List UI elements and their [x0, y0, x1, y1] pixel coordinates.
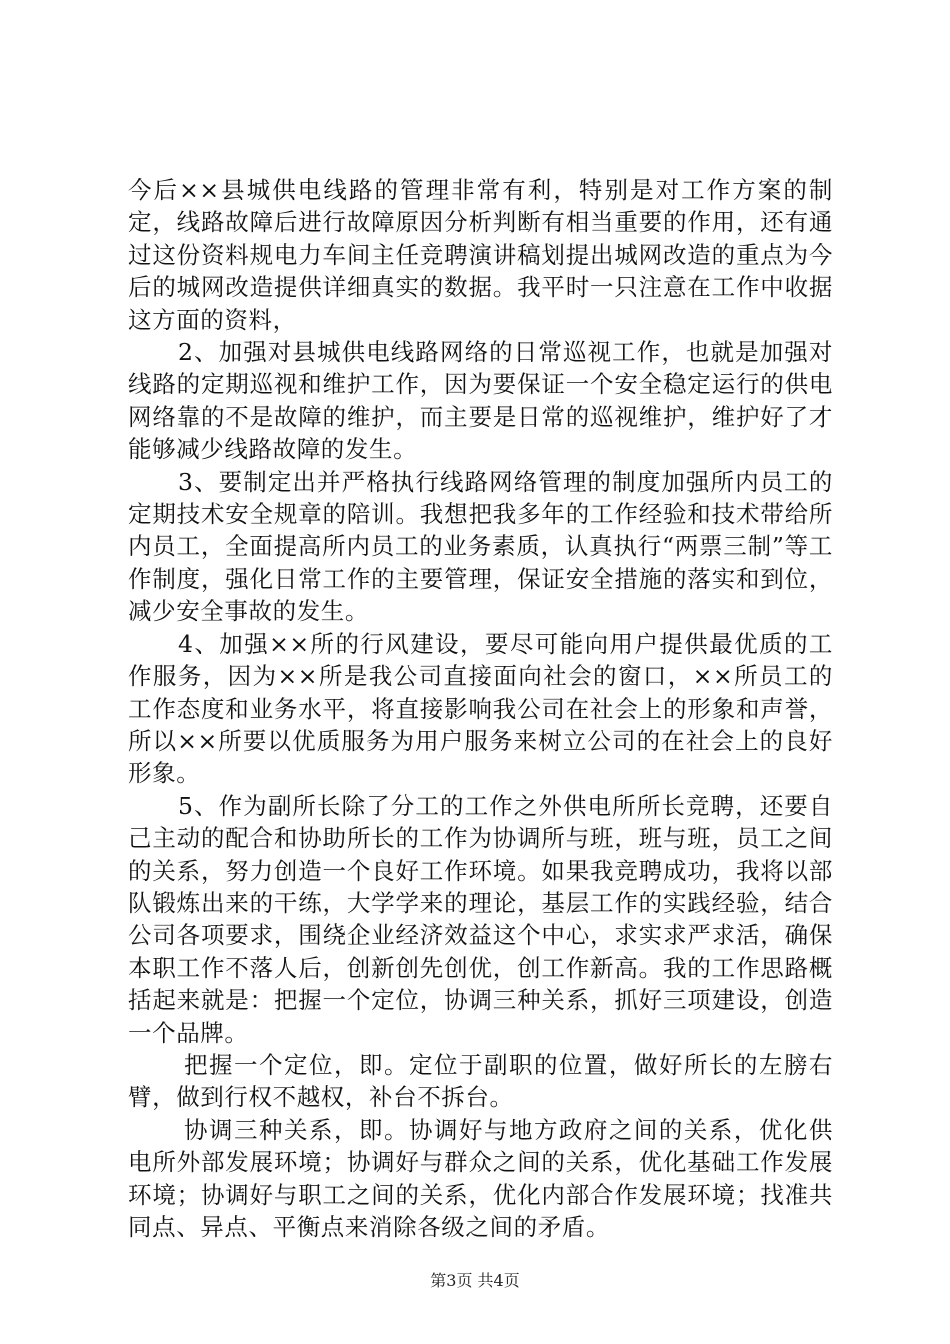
paragraph-item-2: 2、加强对县城供电线路网络的日常巡视工作，也就是加强对线路的定期巡视和维护工作，因为要保证一个安全稳定运行的供电网络靠的不是故障的维护，而主要是日常的巡视维护，维护好了才能够减少线路故障的发生。 — [128, 338, 833, 464]
paragraph-positioning: 把握一个定位，即。定位于副职的位置，做好所长的左膀右臂，做到行权不越权，补台不拆台。 — [128, 1050, 833, 1112]
paragraph-continuation: 今后××县城供电线路的管理非常有利，特别是对工作方案的制定，线路故障后进行故障原因分析判断有相当重要的作用，还有通过这份资料规电力车间主任竞聘演讲稿划提出城网改造的重点为今后的城网改造提供详细真实的数据。我平时一只注意在工作中收据这方面的资料， — [128, 176, 833, 334]
paragraph-item-4: 4、加强××所的行风建设，要尽可能向用户提供最优质的工作服务，因为××所是我公司直接面向社会的窗口，××所员工的工作态度和业务水平，将直接影响我公司在社会上的形象和声誉，所以××所要以优质服务为用户服务来树立公司的在社会上的良好形象。 — [128, 629, 833, 788]
page-number-footer: 第3页 共4页 — [430, 1271, 520, 1290]
paragraph-item-3: 3、要制定出并严格执行线路网络管理的制度加强所内员工的定期技术安全规章的陪训。我想把我多年的工作经验和技术带给所内员工，全面提高所内员工的业务素质，认真执行“两票三制”等工作制度，强化日常工作的主要管理，保证安全措施的落实和到位，减少安全事故的发生。 — [128, 467, 833, 626]
paragraph-relations: 协调三种关系，即。协调好与地方政府之间的关系，优化供电所外部发展环境；协调好与群众之间的关系，优化基础工作发展环境；协调好与职工之间的关系，优化内部合作发展环境；找准共同点、异点、平衡点来消除各级之间的矛盾。 — [128, 1115, 833, 1241]
paragraph-item-5: 5、作为副所长除了分工的工作之外供电所所长竞聘，还要自己主动的配合和协助所长的工作为协调所与班，班与班，员工之间的关系，努力创造一个良好工作环境。如果我竞聘成功，我将以部队锻炼出来的干练，大学学来的理论，基层工作的实践经验，结合公司各项要求，围绕企业经济效益这个中心，求实求严求活，确保本职工作不落人后，创新创先创优，创工作新高。我的工作思路概括起来就是：把握一个定位，协调三种关系，抓好三项建设，创造一个品牌。 — [128, 791, 833, 1047]
document-body — [128, 174, 833, 1243]
